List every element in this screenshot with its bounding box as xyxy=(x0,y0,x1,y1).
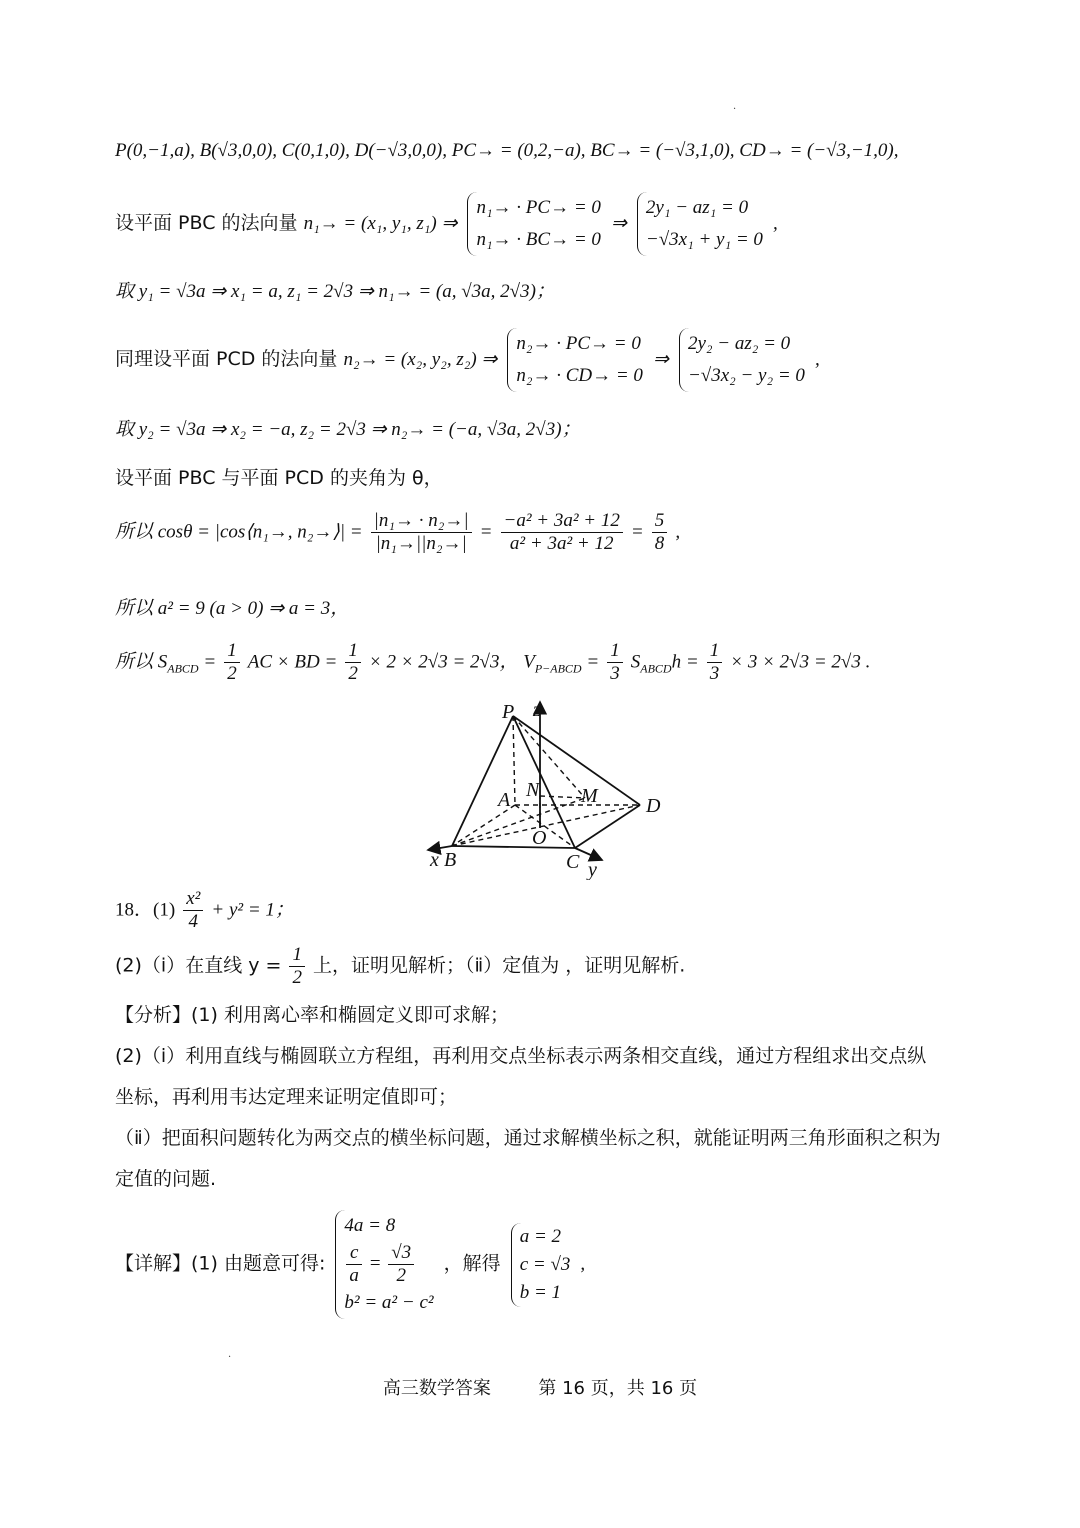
detail-sys-b xyxy=(344,1242,433,1287)
l9-mid3: S xyxy=(630,651,641,673)
l9-f1-num: 1 xyxy=(224,640,240,663)
l2-end: , xyxy=(772,213,778,234)
q18-a1-rest: + y² = 1； xyxy=(211,899,294,921)
page-footer xyxy=(0,1374,1080,1400)
detail-sys-c: b² = a² − c² xyxy=(344,1292,434,1313)
l7-eq2: = xyxy=(630,521,644,543)
coords-text: P(0,−1,a), B(√3,0,0), C(0,1,0), D(−√3,0,0), PC→ = (0,2,−a), BC→ = (−√3,1,0), CD→ = (−√3,−1,0), xyxy=(115,140,899,161)
q18-a1-num: x² xyxy=(183,888,203,911)
detail-line xyxy=(115,1210,585,1319)
l5-text: 取 y₂ = √3a ⇒ x₂ = −a, z₂ = 2√3 ⇒ n₂→ = (−a, √3a, 2√3)； xyxy=(115,419,581,440)
q18-part2 xyxy=(115,944,685,989)
l4-sys2-b: −√3x₂ − y₂ = 0 xyxy=(687,365,805,386)
l7-frac-2 xyxy=(501,510,623,555)
l9-frac-1 xyxy=(224,640,240,685)
detail-c-over-a xyxy=(346,1242,362,1287)
l2-system-1 xyxy=(467,192,600,256)
l4-system-2 xyxy=(679,328,805,392)
l7-f3-num: 5 xyxy=(652,510,668,533)
l7-f1-den: |n₁→||n₂→| xyxy=(375,533,467,554)
l9-prefix: 所以 S xyxy=(115,651,168,673)
edge-PA xyxy=(513,716,515,805)
analysis-line-1: 【分析】(1) 利用离心率和椭圆定义即可求解； xyxy=(115,1004,509,1026)
label-M: M xyxy=(581,785,598,807)
stray-dot-2: · xyxy=(228,1352,232,1363)
l9-eq: = xyxy=(198,651,217,673)
q18-a2-frac xyxy=(289,944,305,989)
l2-vec: n₁→ = (x₁, y₁, z₁) ⇒ xyxy=(303,213,458,234)
segment-PM xyxy=(513,716,585,798)
l2-sys1-a: n₁→ · PC→ = 0 xyxy=(476,197,601,218)
l9-frac-3 xyxy=(607,640,623,685)
angle-line xyxy=(115,467,443,490)
detail-two: 2 xyxy=(396,1265,406,1286)
label-x: x xyxy=(430,849,439,871)
l8-text: 所以 a² = 9 (a > 0) ⇒ a = 3， xyxy=(115,598,350,619)
footer-page-number: 第 16 页，共 16 页 xyxy=(538,1378,698,1399)
l2-arrow: ⇒ xyxy=(610,213,627,234)
detail-res-b: c = √3 xyxy=(519,1253,571,1275)
l9-f4-den: 3 xyxy=(709,663,720,684)
l9-f1-den: 2 xyxy=(227,663,237,684)
take-y2-line xyxy=(115,418,581,442)
l2-prefix: 设平面 PBC 的法向量 xyxy=(115,212,298,234)
l7-f2-den: a² + 3a² + 12 xyxy=(509,533,614,554)
l4-prefix: 同理设平面 PCD 的法向量 xyxy=(115,348,338,370)
label-N: N xyxy=(526,779,540,801)
detail-a: a xyxy=(349,1265,359,1286)
pyramid-figure xyxy=(420,698,680,880)
l4-sys1-b: n₂→ · CD→ = 0 xyxy=(516,365,643,386)
l9-end: × 3 × 2√3 = 2√3 . xyxy=(730,651,871,673)
label-y: y xyxy=(588,859,597,880)
l7-end: , xyxy=(675,521,681,543)
l3-text: 取 y₁ = √3a ⇒ x₁ = a, z₁ = 2√3 ⇒ n₁→ = (a, √3a, 2√3)； xyxy=(115,281,555,302)
detail-root3-over-2 xyxy=(388,1242,414,1287)
l2-sys2-b: −√3x₁ + y₁ = 0 xyxy=(645,229,763,250)
label-B: B xyxy=(444,849,457,871)
l9-f3-den: 3 xyxy=(610,663,620,684)
detail-res-c: b = 1 xyxy=(519,1281,562,1303)
l9-mid2: × 2 × 2√3 = 2√3， V xyxy=(368,651,535,673)
label-C: C xyxy=(566,851,580,873)
a-value-line xyxy=(115,597,349,621)
detail-c: c xyxy=(346,1242,362,1265)
l9-f3-num: 1 xyxy=(607,640,623,663)
q18-a1-den: 4 xyxy=(188,911,199,932)
detail-mid: ，解得 xyxy=(443,1252,501,1275)
label-P: P xyxy=(502,701,515,723)
l6-text: 设平面 PBC 与平面 PCD 的夹角为 θ， xyxy=(115,467,443,489)
l4-system-1 xyxy=(507,328,643,392)
l9-sub2: P−ABCD xyxy=(534,661,582,676)
label-D: D xyxy=(646,795,661,817)
label-z: z xyxy=(533,699,541,721)
l9-mid4: h = xyxy=(671,651,699,673)
edge-BC xyxy=(452,846,575,848)
label-O: O xyxy=(532,827,547,849)
l7-eq: = xyxy=(479,521,493,543)
coords-line xyxy=(115,140,899,163)
segment-NM xyxy=(540,796,585,798)
l9-mid: AC × BD = xyxy=(247,651,338,673)
l4-sys1-a: n₂→ · PC→ = 0 xyxy=(516,333,641,354)
l4-arrow: ⇒ xyxy=(652,349,669,370)
cos-line xyxy=(115,510,680,555)
detail-eq: = xyxy=(368,1252,382,1274)
footer-subject: 高三数学答案 xyxy=(382,1378,491,1399)
analysis-line-5: 定值的问题. xyxy=(115,1168,217,1190)
take-y1-line xyxy=(115,280,555,304)
detail-sys-a: 4a = 8 xyxy=(344,1215,396,1236)
l7-frac-3 xyxy=(652,510,668,555)
l2-sys2-a: 2y₁ − az₁ = 0 xyxy=(645,197,749,218)
l9-f4-num: 1 xyxy=(707,640,723,663)
l9-eq2: = xyxy=(581,651,600,673)
normal-vector-pcd-line xyxy=(115,328,820,392)
q18-a1-frac xyxy=(183,888,203,933)
detail-system xyxy=(335,1210,433,1319)
q18-a2-rest: 上，证明见解析；（ⅱ）定值为 ，证明见解析. xyxy=(313,954,686,977)
label-A: A xyxy=(498,789,511,811)
l9-frac-2 xyxy=(345,640,361,685)
l2-sys1-b: n₁→ · BC→ = 0 xyxy=(476,229,601,250)
l7-prefix: 所以 cosθ = |cos⟨n₁→, n₂→⟩| = xyxy=(115,521,363,543)
detail-end: , xyxy=(580,1253,586,1275)
q18-a2-den: 2 xyxy=(292,967,302,988)
q18-part1 xyxy=(115,888,294,933)
l9-sub: ABCD xyxy=(167,661,199,676)
l7-f3-den: 8 xyxy=(654,533,665,554)
stray-dot: · xyxy=(733,104,737,115)
l7-f1-num: |n₁→ · n₂→| xyxy=(371,510,472,533)
analysis-line-2: (2)（ⅰ）利用直线与椭圆联立方程组，再利用交点坐标表示两条相交直线，通过方程组求出交点纵 xyxy=(115,1045,927,1067)
l9-f2-num: 1 xyxy=(345,640,361,663)
detail-prefix: 【详解】(1) 由题意可得: xyxy=(115,1252,326,1275)
l4-end: , xyxy=(814,349,820,370)
edge-CD xyxy=(575,805,640,848)
analysis-line-3: 坐标，再利用韦达定理来证明定值即可； xyxy=(115,1086,458,1108)
l4-vec: n₂→ = (x₂, y₂, z₂) ⇒ xyxy=(343,349,498,370)
normal-vector-pbc-line xyxy=(115,192,778,256)
q18-a2-prefix: (2)（ⅰ）在直线 y = xyxy=(115,954,282,977)
q18-a2-num: 1 xyxy=(289,944,305,967)
detail-result xyxy=(511,1223,571,1307)
l9-f2-den: 2 xyxy=(348,663,358,684)
l7-f2-num: −a² + 3a² + 12 xyxy=(501,510,623,533)
l9-frac-4 xyxy=(707,640,723,685)
analysis-line-4: （ⅱ）把面积问题转化为两交点的横坐标问题，通过求解横坐标之积，就能证明两三角形面积之积为 xyxy=(115,1127,941,1149)
detail-root3: √3 xyxy=(388,1242,414,1265)
detail-res-a: a = 2 xyxy=(519,1225,562,1247)
l2-system-2 xyxy=(637,192,763,256)
l9-sub3: ABCD xyxy=(640,661,672,676)
l7-frac-1 xyxy=(371,510,472,555)
area-volume-line xyxy=(115,640,870,685)
l4-sys2-a: 2y₂ − az₂ = 0 xyxy=(687,333,791,354)
q18-a1-prefix: 18．(1) xyxy=(115,899,176,921)
